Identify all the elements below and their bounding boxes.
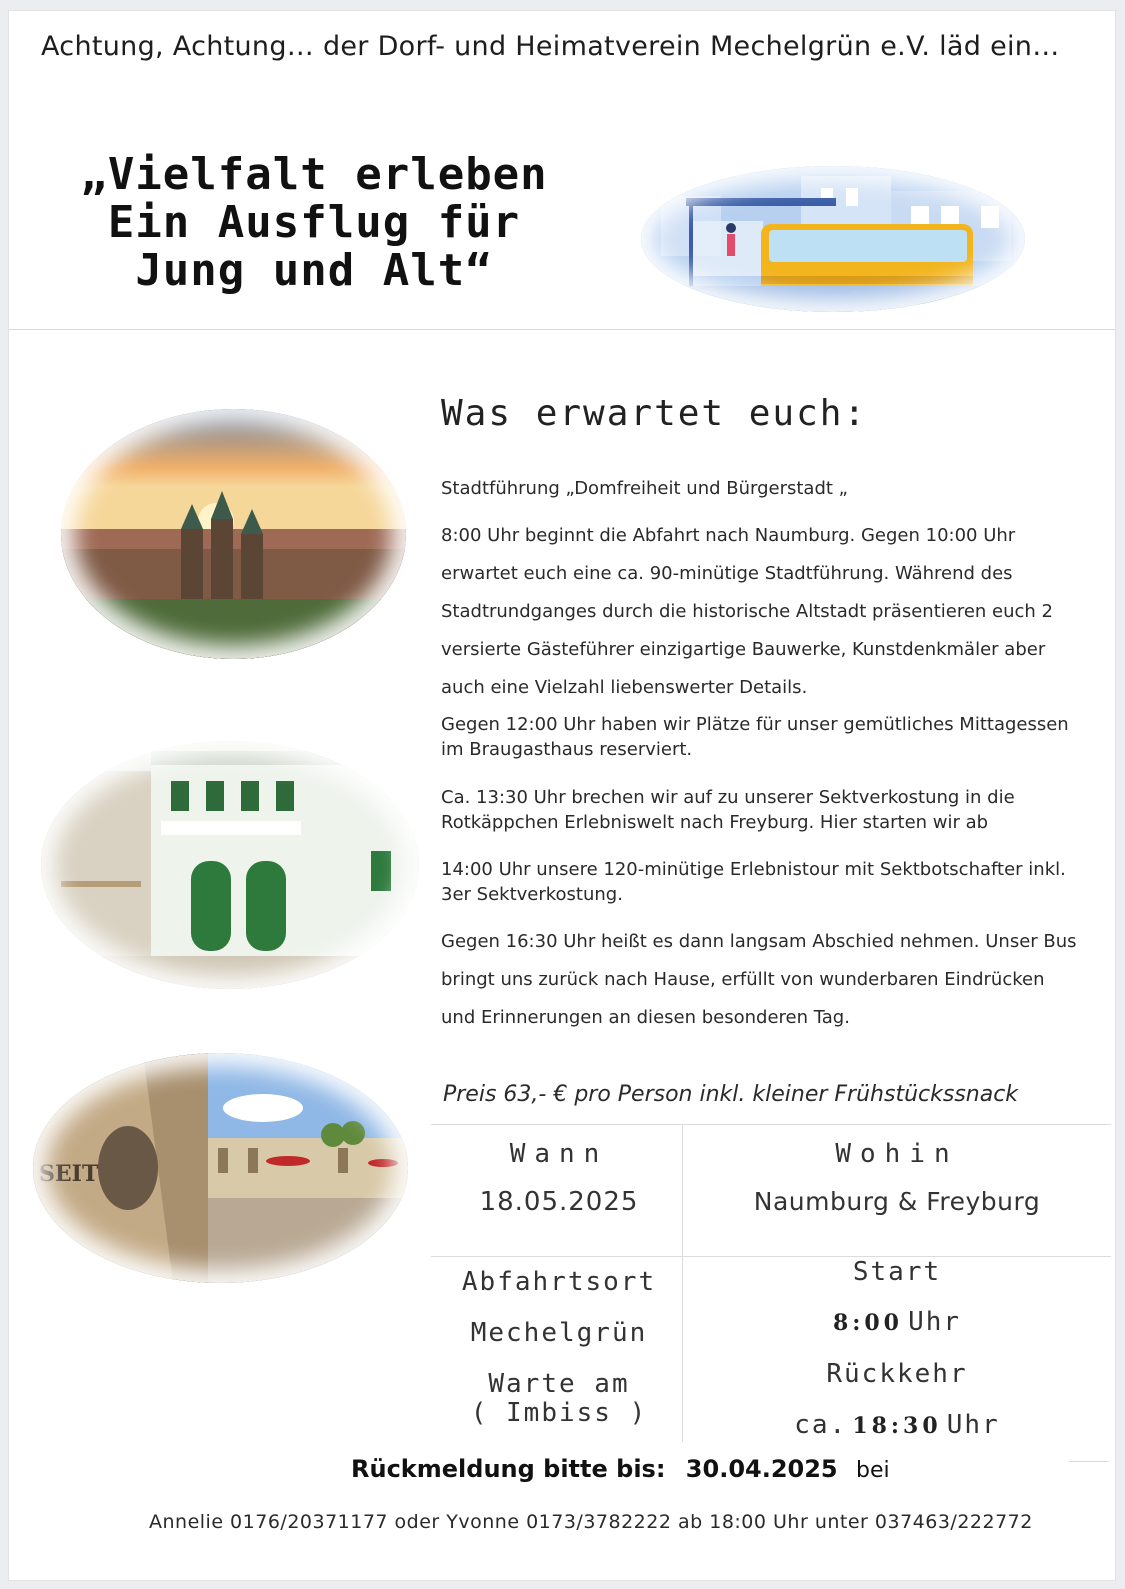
header-divider xyxy=(9,329,1116,330)
p1-line-1: 8:00 Uhr beginnt die Abfahrt nach Naumburg. Gegen 10:00 Uhr xyxy=(441,525,1016,546)
p5-line-2: bringt uns zurück nach Hause, erfüllt von wunderbaren Eindrücken xyxy=(441,969,1045,990)
return-time-row xyxy=(687,1410,1107,1440)
table-line-right-stub xyxy=(1069,1461,1109,1462)
intro-line: Achtung, Achtung… der Dorf- und Heimatverein Mechelgrün e.V. läd ein… xyxy=(41,31,1060,62)
p1-line-4: versierte Gästeführer einzigartige Bauwerke, Kunstdenkmäler aber xyxy=(441,639,1046,660)
where-value: Naumburg & Freyburg xyxy=(753,1187,1041,1216)
p2-line-1: Gegen 12:00 Uhr haben wir Plätze für unser gemütliches Mittagessen xyxy=(441,714,1069,735)
reply-date: 30.04.2025 xyxy=(685,1455,838,1483)
title-line-3: Jung und Alt“ xyxy=(135,245,493,296)
naumburg-photo xyxy=(61,409,406,659)
braugasthaus-photo xyxy=(41,741,419,989)
where-label: Wohin xyxy=(835,1139,959,1169)
return-label: Rückkehr xyxy=(826,1359,968,1389)
start-time: 8:00 xyxy=(832,1310,903,1336)
paragraph-4 xyxy=(441,857,1096,907)
p5-line-3: und Erinnerungen an diesen besonderen Tag. xyxy=(441,1007,850,1028)
tour-title xyxy=(441,479,1096,499)
departure-wait: Warte am xyxy=(488,1369,630,1399)
reply-label: Rückmeldung bitte bis: xyxy=(351,1455,666,1483)
p4-line-2: 3er Sektverkostung. xyxy=(441,884,623,905)
start-time-row xyxy=(687,1307,1107,1337)
p3-line-2: Rotkäppchen Erlebniswelt nach Freyburg. Hier starten wir ab xyxy=(441,812,989,833)
start-label: Start xyxy=(852,1257,942,1287)
bus-icon xyxy=(641,166,1025,312)
paragraph-1 xyxy=(441,517,1096,707)
p2-line-2: im Braugasthaus reserviert. xyxy=(441,739,693,760)
when-label: Wann xyxy=(509,1139,609,1169)
when-value: 18.05.2025 xyxy=(479,1187,639,1217)
title-line-2: Ein Ausflug für xyxy=(107,197,521,248)
table-line-vertical xyxy=(682,1124,683,1442)
return-prefix: ca. xyxy=(794,1410,848,1440)
flyer-page xyxy=(8,10,1116,1581)
table-line-top xyxy=(431,1124,1111,1125)
departure-spot: ( Imbiss ) xyxy=(470,1398,648,1428)
svg-text:SEIT: SEIT xyxy=(39,1161,99,1187)
return-unit: Uhr xyxy=(946,1410,1000,1440)
price-line: Preis 63,- € pro Person inkl. kleiner Frühstückssnack xyxy=(443,1082,1019,1107)
paragraph-5 xyxy=(441,923,1096,1037)
p4-line-1: 14:00 Uhr unsere 120-minütige Erlebnistour mit Sektbotschafter inkl. xyxy=(441,859,1066,880)
bus-illustration xyxy=(641,166,1025,312)
departure-label: Abfahrtsort xyxy=(461,1267,657,1297)
title-line-1: „Vielfalt erleben xyxy=(80,149,548,200)
flyer-title xyxy=(49,151,579,295)
p1-line-3: Stadtrundganges durch die historische Altstadt präsentieren euch 2 xyxy=(441,601,1053,622)
tour-title-text: Stadtführung „Domfreiheit und Bürgerstadt „ xyxy=(441,478,848,499)
departure-place: Mechelgrün xyxy=(470,1318,648,1348)
paragraph-3 xyxy=(441,785,1096,835)
return-time: 18:30 xyxy=(852,1413,942,1439)
reply-suffix: bei xyxy=(855,1458,890,1483)
start-unit: Uhr xyxy=(908,1307,962,1337)
contact-line: Annelie 0176/20371177 oder Yvonne 0173/3782222 ab 18:00 Uhr unter 037463/222772 xyxy=(149,1511,1033,1533)
paragraph-2 xyxy=(441,712,1096,762)
p1-line-2: erwartet euch eine ca. 90-minütige Stadtführung. Während des xyxy=(441,563,1013,584)
reply-deadline xyxy=(351,1455,890,1483)
p1-line-5: auch eine Vielzahl liebenswerter Details. xyxy=(441,677,808,698)
section-heading: Was erwartet euch: xyxy=(441,393,868,434)
p5-line-1: Gegen 16:30 Uhr heißt es dann langsam Abschied nehmen. Unser Bus xyxy=(441,931,1077,952)
rotkaeppchen-photo xyxy=(33,1053,408,1283)
p3-line-1: Ca. 13:30 Uhr brechen wir auf zu unserer Sektverkostung in die xyxy=(441,787,1015,808)
